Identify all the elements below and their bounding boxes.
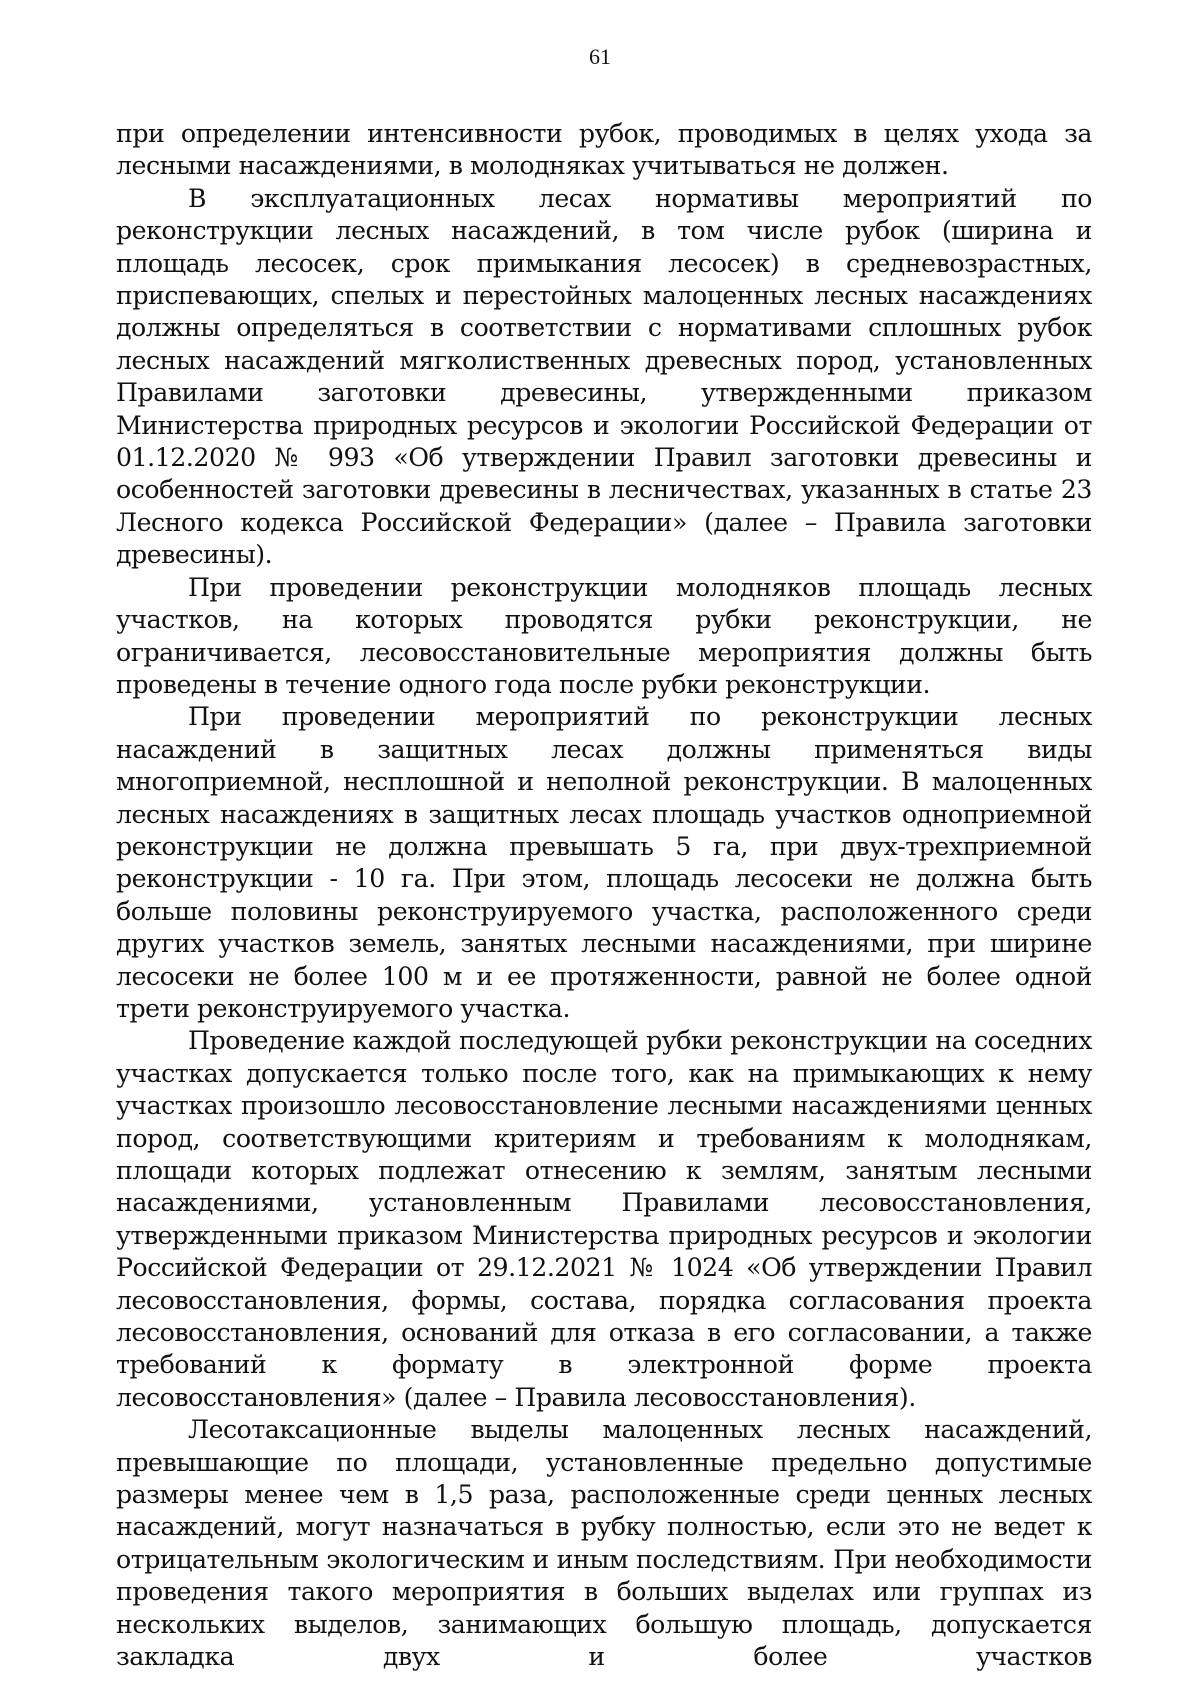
paragraph-young-stands-reconstruction: При проведении реконструкции молодняков площадь лесных участков, на которых проводятся рубки реконструкции, не ограничивается, лесовосстановительные мероприятия должны быть проведены в течение одного года после рубки реконструкции.	[116, 572, 1092, 699]
paragraph-protective-forests: При проведении мероприятий по реконструкции лесных насаждений в защитных лесах должны применяться виды многоприемной, несплошной и неполной реконструкции. В малоценных лесных насаждениях в защитных лесах площадь участков одноприемной реконструкции не должна превышать 5 га, при двух-трехприемной реконструкции - 10 га. При этом, площадь лесосеки не должна быть больше половины реконструируемого участка, расположенного среди других участков земель, занятых лесными насаждениями, при ширине лесосеки не более 100 м и ее протяженности, равной не более одной трети реконструируемого участка.	[116, 702, 1092, 1023]
paragraph-continuation: при определении интенсивности рубок, проводимых в целях ухода за лесными насаждениями, в молодняках учитываться не должен.	[116, 119, 1092, 181]
paragraph-reconstruction-standards: В эксплуатационных лесах нормативы мероприятий по реконструкции лесных насаждений, в том числе рубок (ширина и площадь лесосек, срок примыкания лесосек) в средневозрастных, приспевающих, спелых и перестойных малоценных лесных насаждениях должны определяться в соответствии с нормативами сплошных рубок лесных насаждений мягколиственных древесных пород, установленных Правилами заготовки древесины, утвержденными приказом Министерства природных ресурсов и экологии Российской Федерации от 01.12.2020 № 993 «Об утверждении Правил заготовки древесины и особенностей заготовки древесины в лесничествах, указанных в статье 23 Лесного кодекса Российской Федерации» (далее – Правила заготовки древесины).	[116, 183, 1092, 570]
paragraph-subsequent-felling: Проведение каждой последующей рубки реконструкции на соседних участках допускается только после того, как на примыкающих к нему участках произошло лесовосстановление лесными насаждениями ценных пород, соответствующими критериям и требованиям к молоднякам, площади которых подлежат отнесению к землям, занятым лесными насаждениями, установленным Правилами лесовосстановления, утвержденными приказом Министерства природных ресурсов и экологии Российской Федерации от 29.12.2021 № 1024 «Об утверждении Правил лесовосстановления, формы, состава, порядка согласования проекта лесовосстановления, оснований для отказа в его согласовании, а также требований к формату в электронной форме проекта лесовосстановления» (далее – Правила лесовосстановления).	[116, 1026, 1092, 1412]
page-number: 61	[589, 44, 611, 69]
document-body	[116, 118, 1092, 1674]
paragraph-forest-inventory-units: Лесотаксационные выделы малоценных лесных насаждений, превышающие по площади, установленные предельно допустимые размеры менее чем в 1,5 раза, расположенные среди ценных лесных насаждений, могут назначаться в рубку полностью, если это не ведет к отрицательным экологическим и иным последствиям. При необходимости проведения такого мероприятия в больших выделах или группах из нескольких выделов, занимающих большую площадь, допускается закладка двух и более участков	[116, 1415, 1092, 1672]
